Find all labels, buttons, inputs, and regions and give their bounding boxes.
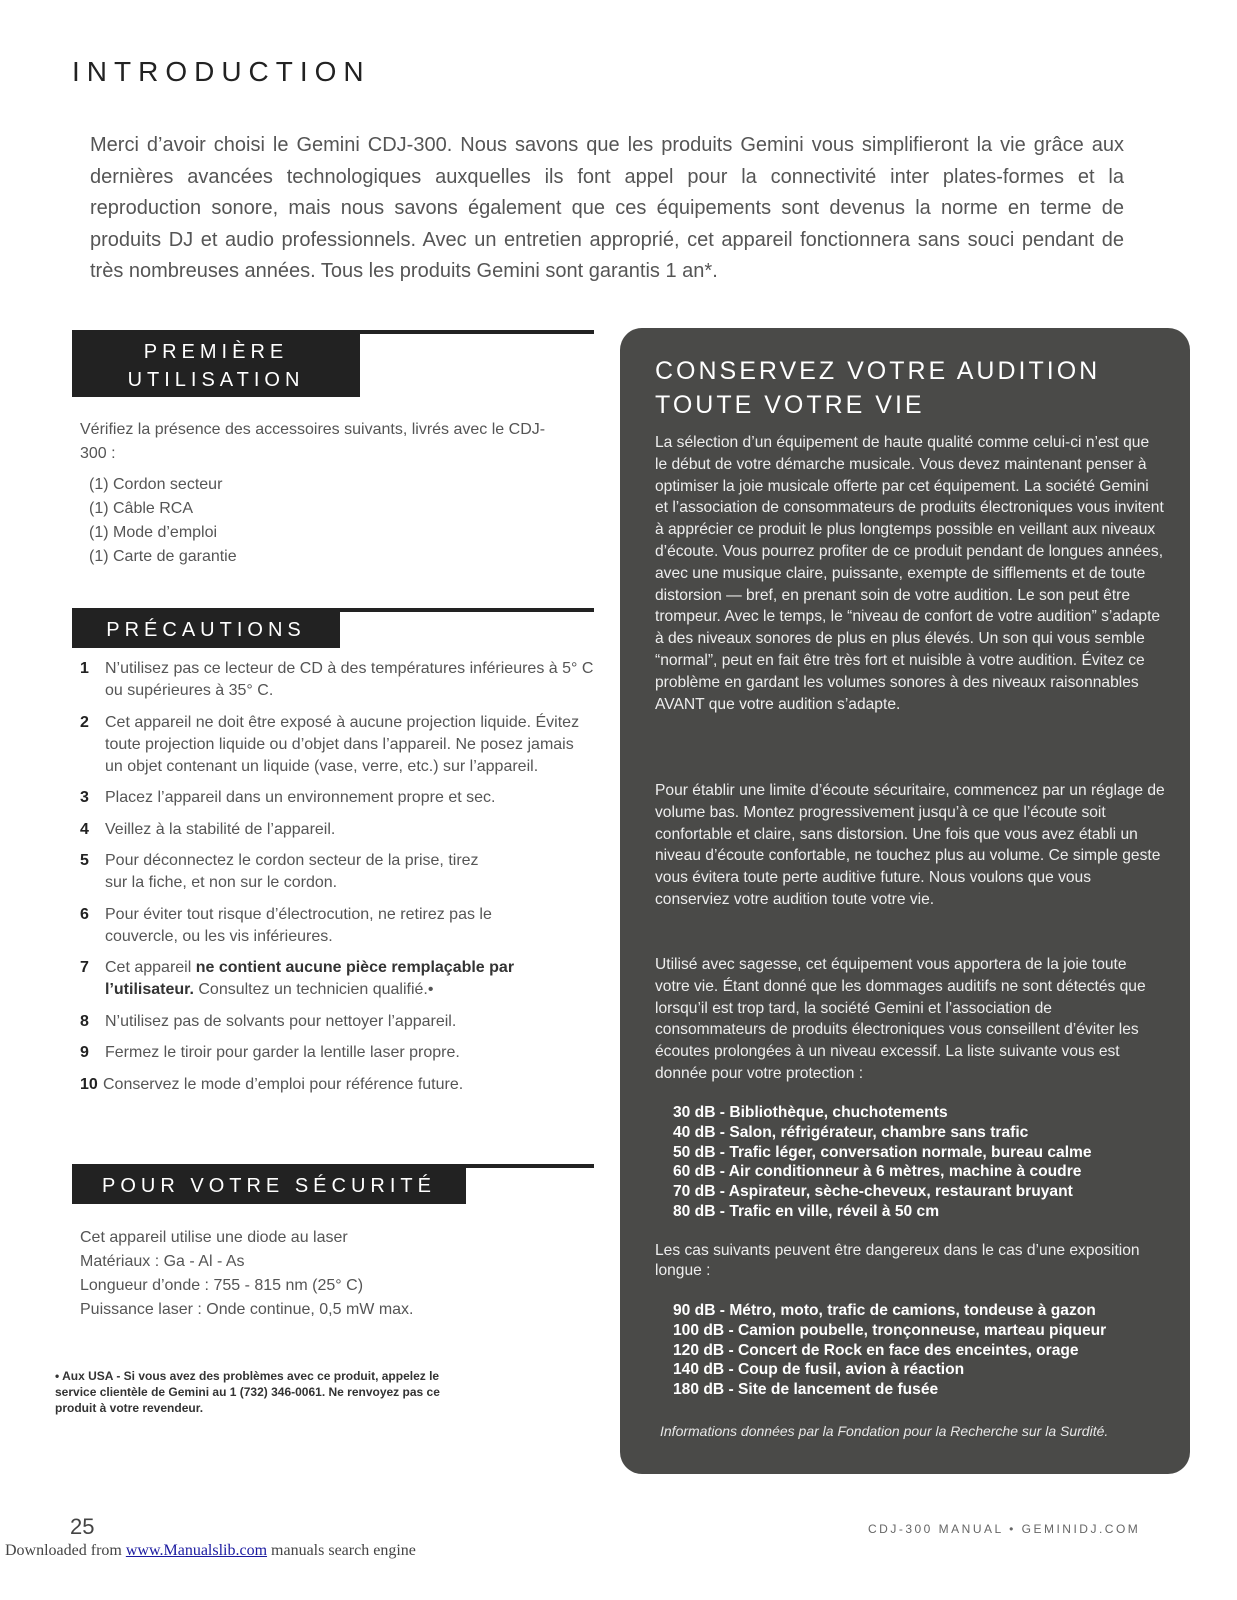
list-item: [80, 1042, 600, 1064]
spec-line: Puissance laser : Onde continue, 0,5 mW max.: [80, 1301, 414, 1318]
page-title: INTRODUCTION: [72, 56, 371, 87]
spec-line: Cet appareil utilise une diode au laser: [80, 1229, 348, 1246]
item-number: 3: [80, 789, 89, 806]
item-text: Veillez à la stabilité de l’appareil.: [105, 820, 336, 838]
footer-brand: CDJ-300 MANUAL • GEMINIDJ.COM: [868, 1522, 1141, 1536]
list-item: 70 dB - Aspirateur, sèche-cheveux, restaurant bruyant: [673, 1183, 1073, 1201]
list-item: [80, 1074, 600, 1096]
item-text-part: Consultez un technicien qualifié.•: [193, 981, 434, 998]
manualslib-link[interactable]: www.Manualslib.com: [125, 1542, 268, 1559]
list-item: 80 dB - Trafic en ville, réveil à 50 cm: [673, 1202, 940, 1220]
list-item: (1) Câble RCA: [89, 500, 194, 517]
list-item: (1) Cordon secteur: [89, 476, 223, 493]
list-item: (1) Mode d’emploi: [89, 524, 218, 541]
list-item: [80, 787, 600, 809]
section-header-precautions: PRÉCAUTIONS: [72, 612, 340, 648]
list-item: [80, 712, 600, 778]
item-number: 2: [80, 713, 89, 731]
panel-title: [655, 354, 1100, 422]
item-text: Conservez le mode d’emploi pour référence future.: [103, 1075, 464, 1093]
panel-paragraph: Pour établir une limite d’écoute sécuritaire, commencez par un réglage de volume bas. Montez progressivement jusqu’à ce que l’écoute soit confortable et claire, sans distorsion. Une fois que vous avez établi un niveau d’écoute confortable, ne touchez plus au volume. Ce simple geste vous évitera toute perte auditive future. Nous voulons que vous conserviez votre audition toute votre vie.: [655, 782, 1165, 908]
item-number: 1: [80, 660, 89, 677]
item-text: N’utilisez pas de solvants pour nettoyer l’appareil.: [105, 1012, 457, 1030]
section-header-securite: POUR VOTRE SÉCURITÉ: [72, 1168, 466, 1204]
panel-title-line: TOUTE VOTRE VIE: [655, 391, 925, 419]
section-header-premiere-utilisation: [72, 334, 360, 397]
item-text: ou supérieures à 35° C.: [105, 682, 274, 699]
page-number: 25: [70, 1514, 95, 1539]
list-item: 30 dB - Bibliothèque, chuchotements: [673, 1104, 948, 1121]
panel-credit: Informations données par la Fondation pour la Recherche sur la Surdité.: [660, 1423, 1109, 1439]
list-item: [80, 957, 600, 1001]
item-number: 6: [80, 905, 89, 923]
item-text: Pour déconnectez le cordon secteur de la prise, tirez sur la fiche, et non sur le cordon.: [105, 852, 479, 891]
item-text: N’utilisez pas ce lecteur de CD à des températures inférieures à 5° C: [105, 660, 594, 677]
item-text: [105, 957, 565, 1001]
panel-paragraph: Les cas suivants peuvent être dangereux dans le cas d’une exposition longue :: [655, 1242, 1140, 1279]
list-item: 90 dB - Métro, moto, trafic de camions, tondeuse à gazon: [673, 1302, 1096, 1319]
list-item: [80, 819, 600, 841]
hearing-protection-panel: [620, 328, 1190, 1474]
item-number: 4: [80, 820, 89, 838]
list-item: [80, 850, 600, 894]
item-number: 8: [80, 1012, 89, 1030]
item-text: Cet appareil ne doit être exposé à aucune projection liquide. Évitez toute projection liquide ou d’objet dans l’appareil. Ne posez jamais un objet contenant un liquide (vase, verre, etc.) sur l’appareil.: [105, 713, 580, 775]
item-number: 5: [80, 852, 89, 869]
download-notice: [5, 1542, 416, 1560]
list-item: 40 dB - Salon, réfrigérateur, chambre sans trafic: [673, 1123, 1029, 1141]
list-item: 100 dB - Camion poubelle, tronçonneuse, marteau piqueur: [673, 1321, 1107, 1339]
panel-paragraph: La sélection d’un équipement de haute qualité comme celui-ci n’est que le début de votre démarche musicale. Vous devez maintenant penser à optimiser la joie musicale offerte par cet équipement. La société Gemini et l’association de consommateurs de produits électroniques vous invitent à apprécier ce produit le plus longtemps possible en veillant aux niveaux d’écoute. Vous pourrez profiter de ce produit pendant de longues années, avec une musique claire, puissante, exempte de sifflements et de toute distorsion — bref, en prenant soin de votre audition. Le son peut être trompeur. Avec le temps, le “niveau de confort de votre audition” s’adapte à des niveaux sonores de plus en plus élevés. Un son qui vous semble “normal”, peut en fait être très fort et nuisible à votre audition. Évitez ce problème en gardant les volumes sonores à des niveaux raisonnables AVANT que votre audition s’adapte.: [655, 434, 1164, 713]
list-item: 60 dB - Air conditionneur à 6 mètres, machine à coudre: [673, 1163, 1082, 1181]
download-notice-text: manuals search engine: [267, 1542, 416, 1559]
item-text-part: Cet appareil: [105, 959, 196, 976]
item-text: Placez l’appareil dans un environnement propre et sec.: [105, 789, 496, 806]
section-header-line: UTILISATION: [127, 368, 305, 391]
danger-levels-list: [673, 1301, 1106, 1400]
section-header-line: PREMIÈRE: [143, 340, 289, 363]
list-item: (1) Carte de garantie: [89, 548, 237, 565]
item-text-bold: ne contient aucune pièce remplaçable par l’utilisateur.: [105, 959, 515, 998]
download-notice-text: Downloaded from: [5, 1542, 126, 1559]
list-item: 50 dB - Trafic léger, conversation normale, bureau calme: [673, 1143, 1092, 1161]
item-number: 7: [80, 959, 89, 976]
spec-line: Matériaux : Ga - Al - As: [80, 1253, 245, 1270]
list-item: 180 dB - Site de lancement de fusée: [673, 1381, 939, 1399]
laser-specs: [80, 1226, 413, 1322]
item-text: Pour éviter tout risque d’électrocution, ne retirez pas le couvercle, ou les vis inférieures.: [105, 905, 492, 945]
accessories-intro: Vérifiez la présence des accessoires suivants, livrés avec le CDJ-300 :: [80, 421, 546, 462]
list-item: [80, 904, 600, 948]
list-item: [80, 658, 600, 702]
safe-levels-list: [673, 1103, 1092, 1222]
list-item: 120 dB - Concert de Rock en face des enceintes, orage: [673, 1341, 1079, 1359]
intro-paragraph: Merci d’avoir choisi le Gemini CDJ-300. Nous savons que les produits Gemini vous simplifieront la vie grâce aux dernières avancées technologiques auxquelles ils font appel pour la connectivité inter plates-formes et la reproduction sonore, mais nous savons également que ces équipements sont devenus la norme en terme de produits DJ et audio professionnels. Avec un entretien approprié, cet appareil fonctionnera sans souci pendant de très nombreuses années. Tous les produits Gemini sont garantis 1 an*.: [90, 134, 1124, 282]
accessories-list: [89, 473, 237, 569]
list-item: 140 dB - Coup de fusil, avion à réaction: [673, 1361, 965, 1379]
list-item: [80, 1011, 600, 1033]
item-number: 9: [80, 1044, 89, 1061]
footnote: • Aux USA - Si vous avez des problèmes avec ce produit, appelez le service clientèle de Gemini au 1 (732) 346-0061. Ne renvoyez pas ce produit à votre revendeur.: [55, 1369, 440, 1415]
item-number: 10: [80, 1075, 98, 1093]
panel-paragraph: Utilisé avec sagesse, cet équipement vous apportera de la joie toute votre vie. Étant donné que les dommages auditifs ne sont détectés que lorsqu’il est trop tard, la société Gemini et l’association de consommateurs de produits électroniques vous conseillent d’éviter les écoutes prolongées à un niveau excessif. La liste suivante vous est donnée pour votre protection :: [655, 956, 1146, 1082]
spec-line: Longueur d’onde : 755 - 815 nm (25° C): [80, 1277, 364, 1294]
item-text-wrap: [105, 658, 593, 702]
precautions-list: [80, 658, 600, 1105]
item-text: Fermez le tiroir pour garder la lentille laser propre.: [105, 1044, 460, 1061]
panel-title-line: CONSERVEZ VOTRE AUDITION: [655, 357, 1101, 385]
